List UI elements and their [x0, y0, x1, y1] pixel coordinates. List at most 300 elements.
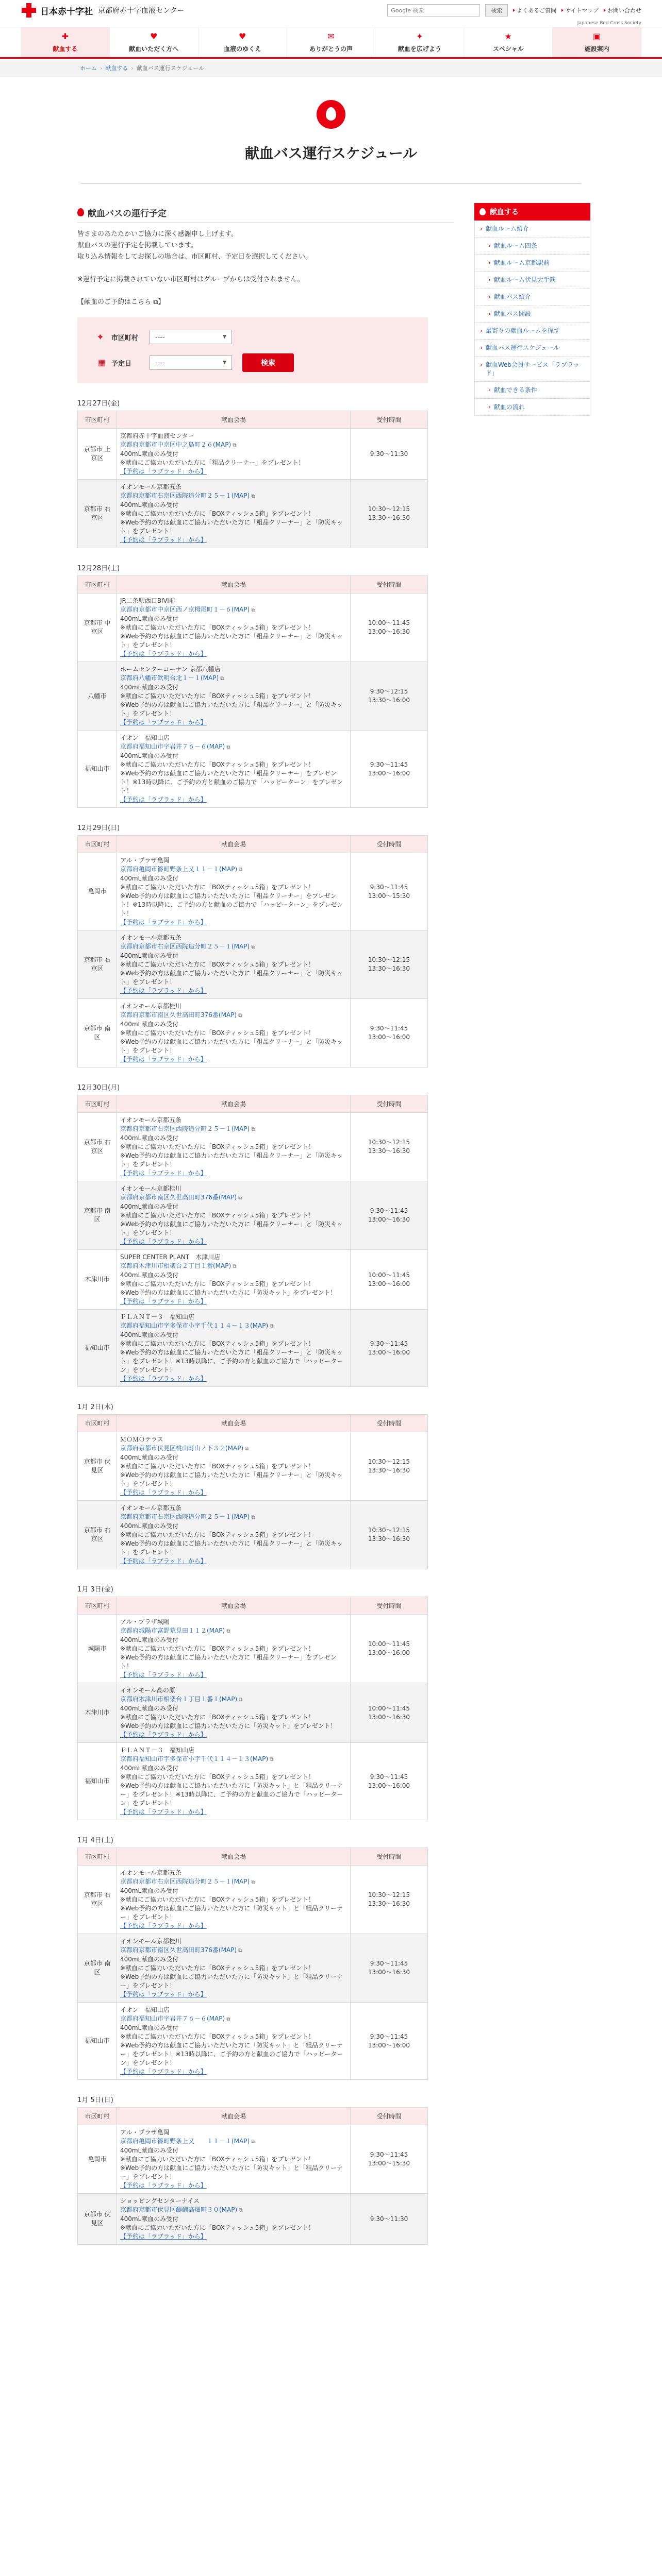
- table-row: [78, 480, 428, 548]
- cell-venue: [117, 1310, 351, 1387]
- table-row: [78, 853, 428, 930]
- venue-address-map-link[interactable]: 京都府京都市伏見区桃山町山ノ下３２(MAP) ⧉: [120, 1444, 347, 1453]
- cell-time: 9:30〜11:30: [351, 429, 428, 480]
- table-row: [78, 2125, 428, 2194]
- column-header: 献血会場: [117, 1848, 351, 1866]
- cell-venue: [117, 480, 351, 548]
- venue-line: 400mL献血のみ受付: [120, 450, 179, 457]
- venue-line: 400mL献血のみ受付: [120, 2215, 179, 2223]
- intro-line: 献血バスの運行予定を掲載しています。: [77, 242, 197, 249]
- map-pin-icon: ⌖: [98, 332, 103, 342]
- cell-time: 10:00〜11:45 13:00〜16:30: [351, 594, 428, 662]
- venue-address-map-link[interactable]: 京都府亀岡市篠町野条上又 １１－１(MAP) ⧉: [120, 2137, 347, 2146]
- reservation-link[interactable]: 【予約は「ラブラッド」から】: [120, 1731, 207, 1738]
- venue-address-map-link[interactable]: 京都府木津川市相楽台２丁目１番(MAP) ⧉: [120, 1262, 347, 1271]
- sidebar-item[interactable]: › 最寄りの献血ルームを探す: [475, 323, 590, 340]
- table-header-row: [78, 576, 428, 594]
- cell-city: 福知山市: [78, 2003, 117, 2080]
- schedule-table: [77, 1597, 428, 1820]
- filter-panel: [77, 317, 428, 383]
- cell-city: 木津川市: [78, 1250, 117, 1310]
- cell-time: 9:30〜11:45 13:00〜15:30: [351, 853, 428, 930]
- column-header: 市区町村: [78, 836, 117, 853]
- venue-line: 400mL献血のみ受付: [120, 1331, 179, 1338]
- venue-line: ※Web予約の方は献血にご協力いただいた方に「粗品クリーナー」と「防災キット」をプレゼント！: [120, 1038, 343, 1054]
- venue-line: イオン 福知山店: [120, 2006, 170, 2013]
- venue-line: JR二条駅西口BiVi前: [120, 597, 175, 604]
- cell-city: 木津川市: [78, 1683, 117, 1743]
- venue-line: 400mL献血のみ受付: [120, 752, 179, 759]
- nav-item[interactable]: [110, 27, 198, 57]
- cell-venue: [117, 731, 351, 808]
- schedule-date: 1月 5日(日): [77, 2096, 113, 2104]
- reservation-link[interactable]: 【予約は「ラブラッド」から】: [120, 719, 207, 726]
- table-row: [78, 1113, 428, 1181]
- column-header: 市区町村: [78, 1848, 117, 1866]
- sidebar-item[interactable]: › 献血ルーム紹介: [475, 221, 590, 238]
- schedule-date: 12月29日(日): [77, 824, 120, 832]
- breadcrumb: [0, 59, 662, 77]
- nav-label: ありがとうの声: [309, 45, 353, 53]
- venue-line: 400mL献血のみ受付: [120, 615, 179, 622]
- city-label: 市区町村: [111, 334, 139, 342]
- chevron-down-icon: ▼: [223, 334, 226, 340]
- search-input[interactable]: Google 検索: [387, 4, 480, 16]
- venue-line: ※Web予約の方は献血にご協力いただいた方に「防災キット」をプレゼント！: [120, 1722, 337, 1730]
- cell-city: 京都市 中京区: [78, 594, 117, 662]
- faq-link[interactable]: よくあるご質問: [513, 6, 556, 14]
- venue-address-map-link[interactable]: 京都府京都市伏見区醍醐高畑町３０(MAP) ⧉: [120, 2206, 347, 2215]
- cell-time: 9:30〜12:15 13:30〜16:00: [351, 662, 428, 731]
- venue-line: ※献血にご協力いただいた方に「BOXティッシュ5箱」をプレゼント！: [120, 1212, 315, 1219]
- reservation-link[interactable]: 【予約は「ラブラッド」から】: [120, 1489, 207, 1496]
- column-header: 献血会場: [117, 2108, 351, 2125]
- column-header: 受付時間: [351, 2108, 428, 2125]
- venue-address-map-link[interactable]: 京都府福知山市字多保市小字千代１１４－１３(MAP) ⧉: [120, 1755, 347, 1764]
- sitemap-link[interactable]: サイトマップ: [561, 6, 599, 14]
- venue-line: ※献血にご協力いただいた方に「BOXティッシュ5箱」をプレゼント！: [120, 2156, 315, 2163]
- reservation-link[interactable]: 【予約は「ラブラッド」から】: [120, 650, 207, 657]
- cell-time: 10:30〜12:15 13:30〜16:30: [351, 480, 428, 548]
- cell-venue: [117, 1683, 351, 1743]
- table-row: [78, 1683, 428, 1743]
- center-name: 京都府赤十字血液センター: [98, 7, 185, 15]
- nav-label: 献血いただく方へ: [129, 45, 179, 53]
- venue-line: 400mL献血のみ受付: [120, 1636, 179, 1643]
- venue-address-map-link[interactable]: 京都府京都市右京区西院追分町２５－１(MAP) ⧉: [120, 1513, 347, 1522]
- sidebar-item[interactable]: › 献血バス開設: [475, 306, 590, 323]
- venue-line: ※献血にご協力いただいた方に「BOXティッシュ5箱」をプレゼント！: [120, 1896, 315, 1903]
- schedule-date: 1月 2日(木): [77, 1403, 113, 1411]
- venue-line: 400mL献血のみ受付: [120, 952, 179, 959]
- nav-item[interactable]: [553, 27, 641, 57]
- sidebar-item[interactable]: › 献血ルーム京都駅前: [475, 255, 590, 272]
- venue-line: ※献血にご協力いただいた方に「BOXティッシュ5箱」をプレゼント！: [120, 1964, 315, 1972]
- venue-line: イオンモール京都五条: [120, 483, 181, 490]
- nav-item[interactable]: [464, 27, 553, 57]
- table-header-row: [78, 2108, 428, 2125]
- table-row: [78, 1310, 428, 1387]
- intro-line: ※運行予定に掲載されていない市区町村はグループからは受付されません。: [77, 276, 304, 283]
- reservation-link[interactable]: 【予約は「ラブラッド」から】: [120, 1170, 207, 1177]
- venue-line: 400mL献血のみ受付: [120, 501, 179, 509]
- schedule-table: [77, 411, 428, 548]
- schedule-day: [77, 1401, 454, 1569]
- cell-venue: [117, 1501, 351, 1569]
- table-row: [78, 662, 428, 731]
- cell-time: 9:30〜11:45 13:00〜16:30: [351, 1181, 428, 1250]
- venue-line: ※Web予約の方は献血にご協力いただいた方に「粗品クリーナー」と「防災キット」をプレゼント！: [120, 633, 343, 649]
- cell-city: 城陽市: [78, 1615, 117, 1683]
- cell-time: 10:30〜12:15 13:30〜16:30: [351, 1113, 428, 1181]
- column-header: 受付時間: [351, 836, 428, 853]
- venue-line: ※Web予約の方は献血にご協力いただいた方に「粗品クリーナー」をプレゼント！: [120, 1654, 337, 1670]
- cell-city: 亀岡市: [78, 853, 117, 930]
- table-row: [78, 1934, 428, 2003]
- reservation-link[interactable]: 【予約は「ラブラッド」から】: [120, 1808, 207, 1816]
- venue-line: ※献血にご協力いただいた方に「BOXティッシュ5箱」をプレゼント！: [120, 1029, 315, 1037]
- schedule-day: [77, 398, 454, 548]
- sidebar-item[interactable]: › 献血Web会員サービス「ラブラッド」: [475, 357, 590, 382]
- venue-address-map-link[interactable]: 京都府福知山市字岩井７６－６(MAP) ⧉: [120, 742, 347, 752]
- cell-venue: [117, 429, 351, 480]
- venue-line: ※Web予約の方は献血にご協力いただいた方に「粗品クリーナー」と「防災キット」をプレゼント！: [120, 1221, 343, 1236]
- nav-icon: ♥: [150, 31, 158, 41]
- venue-address-map-link[interactable]: 京都府京都市南区久世高田町376番(MAP) ⧉: [120, 1193, 347, 1202]
- cell-city: 京都市 伏見区: [78, 1432, 117, 1501]
- city-select[interactable]: ---- ▼: [150, 330, 232, 344]
- table-row: [78, 731, 428, 808]
- cell-venue: [117, 1743, 351, 1820]
- sidebar-item[interactable]: › 献血できる条件: [475, 382, 590, 399]
- column-header: 市区町村: [78, 1095, 117, 1113]
- reservation-link[interactable]: 【予約は「ラブラッド」から】: [120, 796, 207, 803]
- cell-time: 10:30〜12:15 13:30〜16:30: [351, 1501, 428, 1569]
- venue-line: 400mL献血のみ受付: [120, 2147, 179, 2154]
- cell-time: 10:00〜11:45 13:00〜16:00: [351, 1250, 428, 1310]
- sidebar-item[interactable]: › 献血バス紹介: [475, 289, 590, 306]
- schedule-list: [77, 398, 454, 2245]
- venue-address-map-link[interactable]: 京都府京都市右京区西院追分町２５－１(MAP) ⧉: [120, 492, 347, 501]
- cell-venue: [117, 930, 351, 999]
- nav-icon: ▣: [593, 31, 601, 41]
- reservation-link[interactable]: 【予約は「ラブラッド」から】: [120, 1298, 207, 1305]
- venue-line: SUPER CENTER PLANT 木津川店: [120, 1253, 221, 1261]
- intro-text: [77, 229, 454, 308]
- table-header-row: [78, 1848, 428, 1866]
- venue-line: イオンモール京都桂川: [120, 1003, 181, 1010]
- table-row: [78, 1743, 428, 1820]
- nav-item[interactable]: [375, 27, 464, 57]
- schedule-date: 12月30日(月): [77, 1084, 120, 1092]
- schedule-date: 1月 3日(金): [77, 1586, 113, 1594]
- venue-line: ※Web予約の方は献血にご協力いただいた方に「粗品クリーナー」と「防災キット」をプレゼント！: [120, 701, 343, 717]
- title-area: [0, 77, 662, 196]
- reservation-link[interactable]: 【予約は「ラブラッド」から】: [120, 987, 207, 994]
- venue-line: ※Web予約の方は献血にご協力いただいた方に「粗品クリーナー」をプレゼント！※13時以降に、ご予約の方と献血のご協力で「ハッピーターン」をプレゼント！: [120, 770, 343, 794]
- cell-city: 福知山市: [78, 731, 117, 808]
- cell-city: 京都市 上京区: [78, 429, 117, 480]
- venue-line: アル・プラザ亀岡: [120, 857, 170, 864]
- cell-venue: [117, 1181, 351, 1250]
- cell-time: 9:30〜11:45 13:00〜15:30: [351, 2125, 428, 2194]
- venue-line: ※Web予約の方は献血にご協力いただいた方に「防災キット」と「粗品クリーナー」をプレゼント！※13時以降に、ご予約の方と献血のご協力で「ハッピーターン」をプレゼント！: [120, 1782, 343, 1807]
- nav-label: 血液のゆくえ: [224, 45, 261, 53]
- cell-time: 10:00〜11:45 13:00〜16:30: [351, 1683, 428, 1743]
- date-select[interactable]: ---- ▼: [150, 355, 232, 370]
- cell-time: 10:00〜11:45 13:00〜16:00: [351, 1615, 428, 1683]
- cell-time: 10:30〜12:15 13:30〜16:30: [351, 930, 428, 999]
- table-header-row: [78, 1597, 428, 1615]
- cell-venue: [117, 594, 351, 662]
- search-button[interactable]: 検索: [485, 4, 508, 16]
- venue-line: 400mL献血のみ受付: [120, 2024, 179, 2031]
- cell-city: 京都市 南区: [78, 1181, 117, 1250]
- venue-line: ※献血にご協力いただいた方に「BOXティッシュ5箱」をプレゼント！: [120, 692, 315, 700]
- nav-label: 献血する: [53, 45, 78, 53]
- venue-line: 400mL献血のみ受付: [120, 1765, 179, 1772]
- venue-line: 400mL献血のみ受付: [120, 1887, 179, 1894]
- breadcrumb-item[interactable]: 献血する: [105, 65, 128, 72]
- sidebar-item[interactable]: › 献血の流れ: [475, 399, 590, 416]
- cell-city: 京都市 伏見区: [78, 2194, 117, 2245]
- venue-line: イオンモール高の原: [120, 1687, 175, 1694]
- schedule-day: [77, 2094, 454, 2245]
- cell-venue: [117, 1113, 351, 1181]
- venue-address-map-link[interactable]: 京都府京都市中京区中之島町２６(MAP) ⧉: [120, 440, 347, 450]
- cell-time: 9:30〜11:45 13:00〜16:00: [351, 1743, 428, 1820]
- reservation-link[interactable]: 【予約は「ラブラッド」から】: [120, 2068, 207, 2075]
- nav-label: 献血を広げよう: [398, 45, 441, 53]
- column-header: 献血会場: [117, 836, 351, 853]
- cell-venue: [117, 1866, 351, 1934]
- reservation-link[interactable]: 【予約は「ラブラッド」から】: [120, 2233, 207, 2240]
- column-header: 受付時間: [351, 411, 428, 429]
- venue-line: ※献血にご協力いただいた方に「BOXティッシュ5箱」をプレゼント！: [120, 961, 315, 968]
- venue-line: 400mL献血のみ受付: [120, 1021, 179, 1028]
- venue-address-map-link[interactable]: 京都府京都市右京区西院追分町２５－１(MAP) ⧉: [120, 942, 347, 952]
- sidebar: [474, 196, 590, 2245]
- reservation-link[interactable]: 【予約は「ラブラッド」から】: [120, 1922, 207, 1929]
- schedule-table: [77, 575, 428, 808]
- reservation-link[interactable]: 【予約は「ラブラッド」から】: [120, 2182, 207, 2189]
- venue-address-map-link[interactable]: 京都府京都市右京区西院追分町２５－１(MAP) ⧉: [120, 1125, 347, 1134]
- breadcrumb-item[interactable]: ホーム: [80, 65, 97, 72]
- table-row: [78, 1250, 428, 1310]
- reservation-link[interactable]: 【予約は「ラブラッド」から】: [120, 1056, 207, 1063]
- cell-city: 京都市 右京区: [78, 1113, 117, 1181]
- venue-address-map-link[interactable]: 京都府木津川市相楽台１丁目１番１(MAP) ⧉: [120, 1695, 347, 1704]
- cell-venue: [117, 1432, 351, 1501]
- table-header-row: [78, 836, 428, 853]
- venue-line: ※Web予約の方は献血にご協力いただいた方に「粗品クリーナー」と「防災キット」をプレゼント！: [120, 1471, 343, 1487]
- schedule-day: [77, 1584, 454, 1820]
- column-header: 受付時間: [351, 1095, 428, 1113]
- venue-line: アル・プラザ城陽: [120, 1618, 170, 1625]
- chevron-down-icon: ▼: [223, 360, 226, 365]
- nav-item[interactable]: [287, 27, 376, 57]
- cell-venue: [117, 1934, 351, 2003]
- site-logo[interactable]: [21, 2, 184, 19]
- reservation-link[interactable]: 【予約は「ラブラッド」から】: [120, 1238, 207, 1245]
- schedule-day: [77, 822, 454, 1067]
- venue-address-map-link[interactable]: 京都府福知山市字岩井７６－６(MAP) ⧉: [120, 2014, 347, 2024]
- cell-time: 10:30〜12:15 13:30〜16:30: [351, 1866, 428, 1934]
- table-row: [78, 1181, 428, 1250]
- page-title: 献血バス運行スケジュール: [244, 145, 418, 162]
- venue-line: ※献血にご協力いただいた方に「BOXティッシュ5箱」をプレゼント！: [120, 1340, 315, 1347]
- intro-line: 取り込み情報をしてお探しの場合は、市区町村、予定日を選択してください。: [77, 253, 312, 261]
- venue-address-map-link[interactable]: 京都府京都市南区久世高田町376番(MAP) ⧉: [120, 1011, 347, 1020]
- cell-venue: [117, 662, 351, 731]
- venue-line: ※献血にご協力いただいた方に「BOXティッシュ5箱」をプレゼント！: [120, 1143, 315, 1150]
- reservation-link[interactable]: 【予約は「ラブラッド」から】: [120, 1991, 207, 1998]
- schedule-date: 12月28日(土): [77, 565, 120, 572]
- venue-line: ※献血にご協力いただいた方に「BOXティッシュ5箱」をプレゼント！: [120, 1773, 315, 1781]
- venue-line: ※献血にご協力いただいた方に「BOXティッシュ5箱」をプレゼント！: [120, 1463, 315, 1470]
- venue-line: ※Web予約の方は献血にご協力いただいた方に「防災キット」と「粗品クリーナー」をプレゼント！: [120, 1973, 343, 1989]
- schedule-day: [77, 1082, 454, 1387]
- venue-address-map-link[interactable]: 京都府八幡市欽明台北１－１(MAP) ⧉: [120, 674, 347, 683]
- venue-line: ※Web予約の方は献血にご協力いただいた方に「粗品クリーナー」と「防災キット」をプレゼント！: [120, 970, 343, 986]
- sidebar-item[interactable]: › 献血ルーム伏見大手筋: [475, 272, 590, 289]
- table-row: [78, 1501, 428, 1569]
- venue-address-map-link[interactable]: 京都府福知山市字多保市小字千代１１４－１３(MAP) ⧉: [120, 1321, 347, 1331]
- intro-line: 皆さまのあたたかいご協力に深く感謝申し上げます。: [77, 230, 238, 238]
- section-heading: 献血バスの運行予定: [77, 203, 454, 223]
- venue-line: ※Web予約の方は献血にご協力いただいた方に「防災キット」と「粗品クリーナー」をプレゼント！※13時以降に、ご予約の方と献血のご協力で「ハッピーターン」をプレゼント！: [120, 2042, 343, 2066]
- venue-line: ※献血にご協力いただいた方に「BOXティッシュ5箱」をプレゼント！: [120, 2224, 315, 2231]
- cell-venue: [117, 1615, 351, 1683]
- nav-item[interactable]: [21, 27, 110, 57]
- schedule-date: 1月 4日(土): [77, 1837, 113, 1844]
- venue-line: ※献血にご協力いただいた方に「BOXティッシュ5箱」をプレゼント！: [120, 624, 315, 631]
- venue-address-map-link[interactable]: 京都府京都市右京区西院追分町２５－１(MAP) ⧉: [120, 1877, 347, 1887]
- cell-city: 福知山市: [78, 1310, 117, 1387]
- nav-icon: ✉: [327, 31, 335, 41]
- venue-line: ＰＬＡＮＴ－３ 福知山店: [120, 1313, 195, 1320]
- table-row: [78, 2194, 428, 2245]
- cell-time: 9:30〜11:45 13:00〜16:00: [351, 1310, 428, 1387]
- venue-line: ※Web予約の方は献血にご協力いただいた方に「防災キット」と「粗品クリーナー」をプレゼント！: [120, 1905, 343, 1921]
- sidebar-heading: 献血する: [474, 203, 590, 221]
- breadcrumb-separator: ›: [131, 64, 134, 72]
- contact-link[interactable]: お問い合わせ: [604, 6, 641, 14]
- cell-venue: [117, 999, 351, 1067]
- venue-line: ※献血にご協力いただいた方に「BOXティッシュ5箱」をプレゼント！: [120, 884, 315, 891]
- venue-line: ※Web予約の方は献血にご協力いただいた方に「粗品クリーナー」をプレゼント！※13時以降に、ご予約の方と献血のご協力で「ハッピーターン」をプレゼント！: [120, 892, 343, 917]
- table-row: [78, 999, 428, 1067]
- venue-line: 400mL献血のみ受付: [120, 1272, 179, 1279]
- nav-item[interactable]: [198, 27, 287, 57]
- main-content: [77, 196, 454, 2245]
- breadcrumb-item: 献血バス運行スケジュール: [136, 65, 205, 72]
- column-header: 市区町村: [78, 1415, 117, 1432]
- cell-city: 京都市 右京区: [78, 1501, 117, 1569]
- column-header: 受付時間: [351, 1597, 428, 1615]
- table-header-row: [78, 1095, 428, 1113]
- venue-line: 400mL献血のみ受付: [120, 1522, 179, 1530]
- reservation-link[interactable]: 【予約は「ラブラッド」から】: [120, 1671, 207, 1679]
- venue-address-map-link[interactable]: 京都府城陽市富野荒見田１１２(MAP) ⧉: [120, 1626, 347, 1636]
- venue-address-map-link[interactable]: 京都府京都市南区久世高田町376番(MAP) ⧉: [120, 1946, 347, 1955]
- venue-line: イオンモール京都五条: [120, 1504, 181, 1512]
- column-header: 献血会場: [117, 576, 351, 594]
- cell-city: 京都市 右京区: [78, 930, 117, 999]
- table-row: [78, 594, 428, 662]
- table-row: [78, 1866, 428, 1934]
- cell-time: 10:30〜12:15 13:30〜16:30: [351, 1432, 428, 1501]
- cell-venue: [117, 853, 351, 930]
- venue-address-map-link[interactable]: 京都府京都市中京区西ノ京栂尾町１－６(MAP) ⧉: [120, 605, 347, 615]
- venue-line: 400mL献血のみ受付: [120, 875, 179, 882]
- venue-line: ※Web予約の方は献血にご協力いただいた方に「粗品クリーナー」と「防災キット」をプレゼント！: [120, 1152, 343, 1168]
- nav-icon: ★: [504, 31, 512, 41]
- venue-line: ※献血にご協力いただいた方に「BOXティッシュ5箱」をプレゼント！: [120, 1280, 315, 1287]
- nav-label: 施設案内: [584, 45, 609, 53]
- venue-line: イオンモール京都五条: [120, 1116, 181, 1124]
- column-header: 献血会場: [117, 1415, 351, 1432]
- venue-line: ※献血にご協力いただいた方に「BOXティッシュ5箱」をプレゼント！: [120, 1714, 315, 1721]
- blood-drop-icon: [317, 100, 345, 129]
- venue-line: ※献血にご協力いただいた方に「BOXティッシュ5箱」をプレゼント！: [120, 2033, 315, 2040]
- column-header: 市区町村: [78, 576, 117, 594]
- filter-submit-button[interactable]: 検索: [242, 353, 294, 372]
- venue-address-map-link[interactable]: 京都府亀岡市篠町野条上又１１－１(MAP) ⧉: [120, 865, 347, 874]
- cell-venue: [117, 2125, 351, 2194]
- venue-line: ＭＯＭＯテラス: [120, 1436, 163, 1443]
- reservation-link[interactable]: 【予約は「ラブラッド」から】: [120, 1557, 207, 1565]
- table-row: [78, 930, 428, 999]
- sidebar-item[interactable]: › 献血バス運行スケジュール: [475, 340, 590, 357]
- table-header-row: [78, 411, 428, 429]
- nav-icon: ♥: [238, 31, 246, 41]
- cell-time: 9:30〜11:45 13:00〜16:00: [351, 731, 428, 808]
- reservation-link[interactable]: 【予約は「ラブラッド」から】: [120, 468, 207, 475]
- cell-venue: [117, 2003, 351, 2080]
- column-header: 受付時間: [351, 1415, 428, 1432]
- sidebar-item[interactable]: › 献血ルーム四条: [475, 238, 590, 255]
- nav-icon: ✦: [416, 31, 423, 41]
- schedule-table: [77, 2107, 428, 2245]
- reservation-link[interactable]: 【予約は「ラブラッド」から】: [120, 536, 207, 544]
- venue-line: 京都府赤十字血液センター: [120, 432, 194, 439]
- table-row: [78, 429, 428, 480]
- blood-drop-icon: [479, 208, 486, 215]
- schedule-date: 12月27日(金): [77, 400, 120, 408]
- table-row: [78, 2003, 428, 2080]
- venue-line: イオンモール京都桂川: [120, 1938, 181, 1945]
- cell-time: 9:30〜11:45 13:00〜16:00: [351, 2003, 428, 2080]
- venue-line: ※献血にご協力いただいた方に「BOXティッシュ5箱」をプレゼント！: [120, 1645, 315, 1652]
- cell-city: 京都市 右京区: [78, 480, 117, 548]
- column-header: 受付時間: [351, 1848, 428, 1866]
- schedule-table: [77, 1848, 428, 2080]
- red-cross-icon: [21, 2, 37, 19]
- column-header: 献血会場: [117, 411, 351, 429]
- reservation-link[interactable]: 【予約は「ラブラッド」から】: [120, 1375, 207, 1382]
- venue-line: ＰＬＡＮＴ－３ 福知山店: [120, 1747, 195, 1754]
- column-header: 献血会場: [117, 1095, 351, 1113]
- cell-city: 亀岡市: [78, 2125, 117, 2194]
- schedule-day: [77, 1835, 454, 2080]
- cell-time: 9:30〜11:45 13:00〜16:30: [351, 1934, 428, 2003]
- reservation-link[interactable]: 【予約は「ラブラッド」から】: [120, 919, 207, 926]
- cell-time: 9:30〜11:30: [351, 2194, 428, 2245]
- venue-line: ショッピングセンターナイス: [120, 2197, 200, 2205]
- cell-city: 福知山市: [78, 1743, 117, 1820]
- column-header: 市区町村: [78, 1597, 117, 1615]
